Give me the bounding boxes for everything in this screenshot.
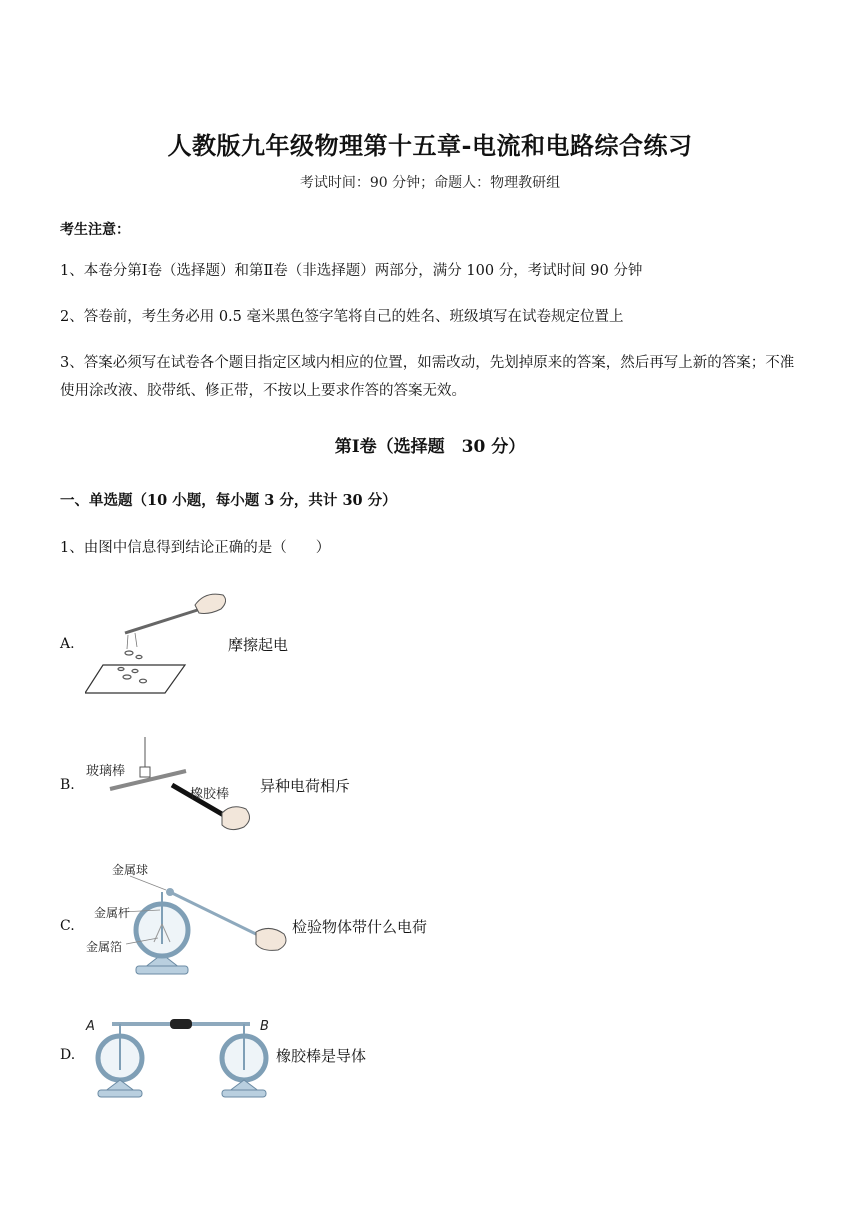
section-title: 第Ⅰ卷（选择题 30 分）	[334, 437, 526, 457]
option-c-label: C.	[60, 918, 75, 934]
option-d-label: D.	[60, 1047, 76, 1063]
notice-item-3: 3、答案必须写在试卷各个题目指定区域内相应的位置，如需改动，先划掉原来的答案，然后再写上新的答案；不准使用涂改液、胶带纸、修正带，不按以上要求作答的答案无效。	[60, 355, 795, 399]
notice-item-1: 1、本卷分第Ⅰ卷（选择题）和第Ⅱ卷（非选择题）两部分，满分 100 分，考试时间 90 分钟	[60, 263, 643, 279]
fig-label-glass-rod: 玻璃棒	[86, 764, 126, 779]
option-b-figure	[82, 735, 262, 840]
option-c-caption: 检验物体带什么电荷	[292, 918, 428, 936]
option-d-caption: 橡胶棒是导体	[276, 1047, 367, 1065]
option-c-figure	[82, 860, 292, 985]
fig-label-a: A	[86, 1019, 95, 1034]
fig-label-metal-foil: 金属箔	[86, 940, 123, 954]
question-1-stem: 1、由图中信息得到结论正确的是（ ）	[60, 540, 331, 556]
fig-label-metal-rod: 金属杆	[94, 906, 131, 920]
fig-label-rubber-rod: 橡胶棒	[190, 787, 230, 802]
notice-item-2: 2、答卷前，考生务必用 0.5 毫米黑色签字笔将自己的姓名、班级填写在试卷规定位置上	[60, 309, 624, 325]
fig-label-b: B	[260, 1019, 269, 1034]
option-a-label: A.	[60, 636, 75, 652]
option-d-figure	[84, 1012, 284, 1102]
option-b-label: B.	[60, 777, 75, 793]
notice-heading: 考生注意：	[60, 222, 130, 238]
fig-label-metal-ball: 金属球	[112, 863, 149, 877]
option-a-figure	[85, 585, 230, 700]
exam-info: 考试时间：90 分钟；命题人：物理教研组	[299, 175, 561, 191]
option-b-caption: 异种电荷相斥	[260, 777, 351, 795]
question-group-heading: 一、单选题（10 小题，每小题 3 分，共计 30 分）	[60, 492, 397, 509]
option-a-caption: 摩擦起电	[228, 636, 289, 654]
page-title: 人教版九年级物理第十五章-电流和电路综合练习	[167, 131, 693, 160]
